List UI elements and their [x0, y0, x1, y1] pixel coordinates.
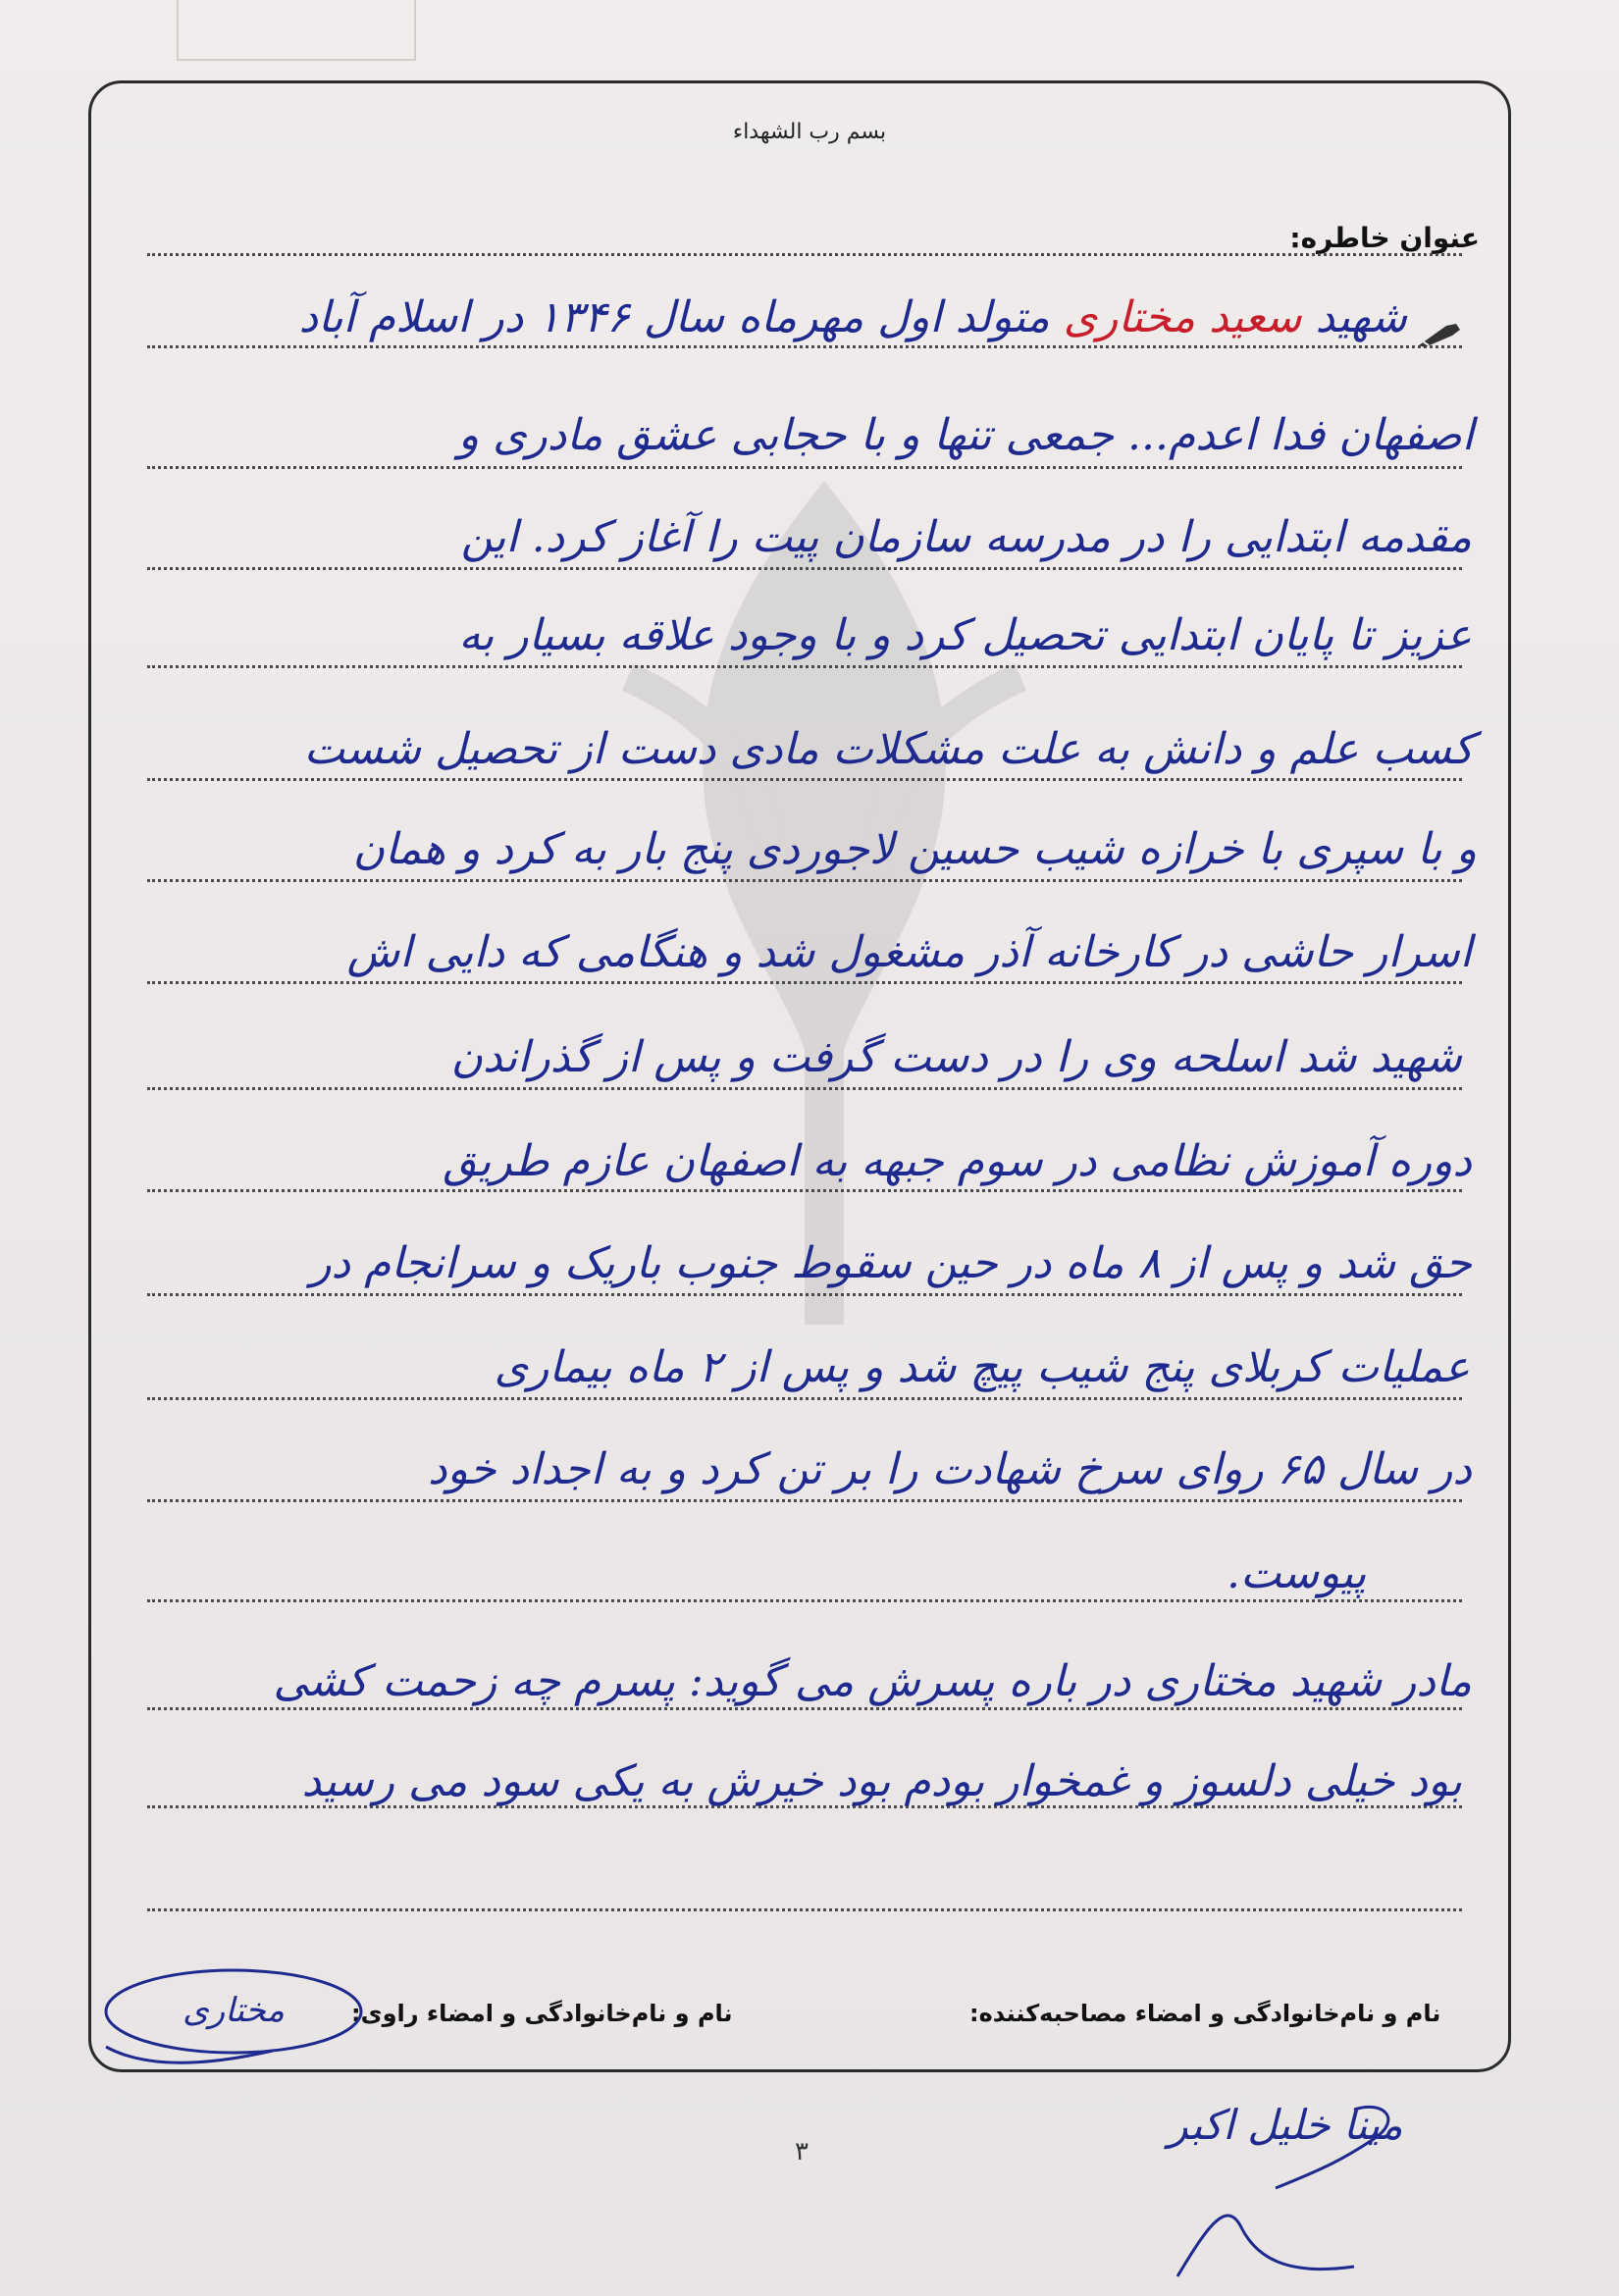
handwritten-line-1: شهید سعید مختاری متولد اول مهرماه سال ۱۳۴۶ در اسلام آباد	[298, 292, 1407, 342]
dotted-line	[147, 345, 1462, 348]
handwritten-line: پیوست.	[1227, 1548, 1367, 1598]
dotted-line	[147, 981, 1462, 984]
handwritten-line: حق شد و پس از ۸ ماه در حین سقوط جنوب باریک و سرانجام در	[310, 1238, 1472, 1288]
dotted-line	[147, 1087, 1462, 1090]
title-dotted-line	[147, 253, 1462, 256]
title-label: عنوان خاطره:	[1289, 222, 1480, 254]
dotted-line	[147, 665, 1462, 668]
interviewer-signature-text: مینا خلیل اکبر	[1168, 2101, 1403, 2149]
pen-icon	[1417, 320, 1462, 349]
handwritten-line: مقدمه ابتدایی را در مدرسه سازمان پیت را آغاز کرد. این	[460, 512, 1472, 562]
dotted-line	[147, 567, 1462, 570]
dotted-line	[147, 1189, 1462, 1192]
handwritten-line: اسرار حاشی در کارخانه آذر مشغول شد و هنگامی که دایی اش	[346, 927, 1472, 977]
dotted-line	[147, 879, 1462, 882]
handwritten-line: شهید شد اسلحه وی را در دست گرفت و پس از گذراندن	[450, 1032, 1462, 1082]
interviewer-signature	[1030, 2080, 1452, 2296]
registration-stamp	[177, 0, 416, 61]
handwritten-line: اصفهان فدا اعدم... جمعی تنها و با حجابی عشق مادری و	[457, 410, 1474, 460]
dotted-line	[147, 1599, 1462, 1602]
dotted-line	[147, 1908, 1462, 1911]
handwritten-line: عزیز تا پایان ابتدایی تحصیل کرد و با وجود علاقه بسیار به	[458, 610, 1472, 660]
page-number: ۳	[795, 2137, 809, 2166]
dotted-line	[147, 466, 1462, 469]
narrator-name-label: نام و نام‌خانوادگی و امضاء راوی:	[351, 2000, 733, 2027]
interviewer-name-label: نام و نام‌خانوادگی و امضاء مصاحبه‌کننده:	[969, 2000, 1441, 2027]
handwritten-line: کسب علم و دانش به علت مشکلات مادی دست از تحصیل شست	[303, 724, 1474, 774]
handwritten-line: بود خیلی دلسوز و غمخوار بودم بود خیرش به یکی سود می رسید	[301, 1756, 1462, 1806]
narrator-signature-text: مختاری	[183, 1991, 285, 2030]
dotted-line	[147, 1499, 1462, 1502]
handwritten-line: عملیات کربلای پنج شیب پیچ شد و پس از ۲ ماه بیماری	[494, 1342, 1470, 1392]
martyr-name-highlight: سعید مختاری	[1063, 292, 1302, 342]
header-bismillah: بسم رب الشهداء	[732, 120, 887, 144]
dotted-line	[147, 1707, 1462, 1710]
emblem-watermark-icon	[549, 461, 1099, 1344]
dotted-line	[147, 778, 1462, 781]
narrator-signature	[86, 1953, 381, 2070]
handwritten-line: دوره آموزش نظامی در سوم جبهه به اصفهان عازم طریق	[443, 1136, 1472, 1186]
dotted-line	[147, 1293, 1462, 1296]
handwritten-line: در سال ۶۵ روای سرخ شهادت را بر تن کرد و به اجداد خود	[428, 1444, 1472, 1494]
handwritten-line: مادر شهید مختاری در باره پسرش می گوید: پسرم چه زحمت کشی	[273, 1656, 1472, 1706]
handwritten-line: و با سپری با خرازه شیب حسین لاجوردی پنج بار به کرد و همان	[352, 824, 1477, 874]
dotted-line	[147, 1397, 1462, 1400]
